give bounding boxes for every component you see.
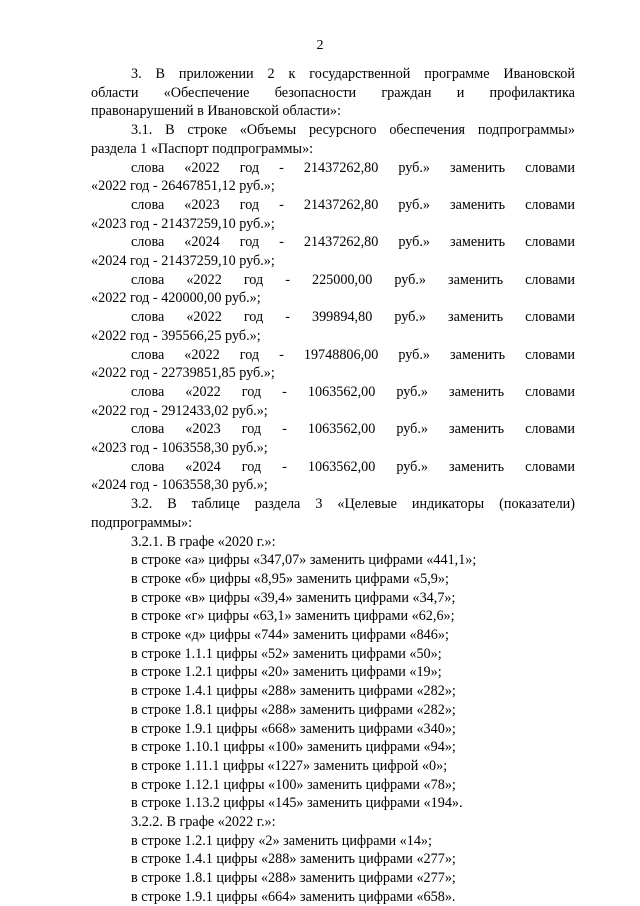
amendment-line: в строке 1.11.1 цифры «1227» заменить цифрой «0»; — [131, 757, 448, 774]
word: словами — [525, 159, 575, 176]
word: «Целевые — [337, 496, 397, 513]
replacement-result: «2022 год - 420000,00 руб.»; — [91, 290, 261, 307]
amendment-line: в строке 1.4.1 цифры «288» заменить цифрами «277»; — [131, 851, 456, 868]
word: подпрограммы» — [477, 122, 575, 139]
word: В — [155, 66, 165, 82]
word: 21437262,80 — [303, 196, 379, 213]
section-3-line-1 — [131, 66, 575, 83]
amendment-line: в строке 1.9.1 цифры «664» заменить цифрами «658». — [131, 888, 456, 905]
section-3-line-3: правонарушений в Ивановской области»: — [91, 103, 341, 120]
amendment-line: в строке «г» цифры «63,1» заменить цифрами «62,6»; — [131, 608, 455, 625]
word: 3.2. — [131, 496, 153, 513]
word: слова — [131, 159, 165, 176]
word: слова — [131, 309, 165, 326]
word: В — [167, 496, 177, 513]
word: слова — [131, 196, 165, 213]
word: 399894,80 — [311, 309, 373, 326]
word: 2 — [267, 66, 275, 82]
word: заменить — [450, 159, 506, 176]
word: руб.» — [398, 346, 431, 363]
word: заменить — [449, 383, 505, 400]
word: год — [241, 383, 262, 400]
word: безопасности — [274, 84, 357, 101]
word: год — [239, 159, 260, 176]
word: руб.» — [398, 196, 431, 213]
amendment-line: в строке «в» цифры «39,4» заменить цифрами «34,7»; — [131, 589, 456, 606]
item-3-2-line-1 — [131, 496, 575, 513]
word: «2023 — [185, 421, 221, 438]
word: «2022 — [184, 159, 220, 176]
word: словами — [525, 383, 575, 400]
replacement-words — [131, 421, 575, 438]
word: 225000,00 — [311, 271, 373, 288]
word: заменить — [448, 271, 504, 288]
word: 3. — [131, 66, 142, 82]
word: индикаторы — [411, 496, 485, 513]
word: - — [279, 234, 284, 251]
word: словами — [525, 458, 575, 475]
word: год — [243, 271, 264, 288]
replacement-words — [131, 309, 575, 326]
word: «2022 — [185, 383, 221, 400]
word: год — [239, 196, 260, 213]
word: слова — [131, 458, 165, 475]
word: руб.» — [398, 159, 431, 176]
word: раздела — [254, 496, 301, 513]
word: 21437262,80 — [303, 234, 379, 251]
word: слова — [131, 234, 165, 251]
replacement-result: «2022 год - 26467851,12 руб.»; — [91, 178, 275, 195]
word: профилактика — [489, 84, 575, 101]
replacement-words — [131, 459, 575, 476]
item-3-2-line-2: подпрограммы»: — [91, 514, 193, 531]
word: руб.» — [394, 309, 426, 326]
replacement-words — [131, 234, 575, 251]
amendment-line: в строке 1.13.2 цифры «145» заменить цифрами «194». — [131, 795, 463, 812]
word: «Обеспечение — [163, 84, 250, 101]
amendment-line: в строке 1.2.1 цифру «2» заменить цифрами «14»; — [131, 832, 432, 849]
word: - — [282, 458, 287, 475]
replacement-result: «2022 год - 395566,25 руб.»; — [91, 327, 261, 344]
word: руб.» — [396, 383, 429, 400]
word: год — [239, 234, 260, 251]
amendment-line: в строке «д» цифры «744» заменить цифрами «846»; — [131, 627, 449, 643]
word: год — [241, 458, 262, 475]
amendment-line: в строке 1.9.1 цифры «668» заменить цифрами «340»; — [131, 720, 456, 737]
word: государственной — [309, 66, 411, 82]
word: 21437262,80 — [303, 159, 379, 176]
word: слова — [131, 421, 165, 438]
word: словами — [525, 234, 575, 251]
item-3-1-line-1 — [131, 122, 575, 139]
word: «2024 — [185, 458, 221, 475]
word: и — [456, 84, 465, 101]
word: строке — [187, 122, 228, 139]
word: год — [241, 421, 262, 438]
word: руб.» — [396, 421, 429, 438]
item-3-1-line-2: раздела 1 «Паспорт подпрограммы»: — [91, 140, 314, 157]
word: - — [279, 346, 284, 363]
word: таблице — [191, 496, 240, 513]
word: словами — [525, 346, 575, 363]
word: (показатели) — [499, 496, 575, 513]
word: - — [285, 309, 290, 326]
word: 1063562,00 — [307, 421, 376, 438]
word: руб.» — [394, 271, 426, 288]
replacement-result: «2023 год - 1063558,30 руб.»; — [91, 440, 268, 456]
word: 1063562,00 — [307, 458, 376, 475]
amendment-line: в строке 1.8.1 цифры «288» заменить цифрами «282»; — [131, 701, 456, 718]
word: словами — [525, 271, 575, 288]
word: - — [282, 383, 287, 400]
word: «2022 — [186, 309, 222, 326]
word: программе — [424, 66, 490, 82]
word: «2024 — [184, 234, 220, 251]
word: слова — [131, 271, 165, 288]
replacement-words — [131, 160, 575, 177]
word: 3 — [315, 496, 323, 513]
amendment-line: в строке «а» цифры «347,07» заменить цифрами «441,1»; — [131, 552, 477, 569]
section-3-line-2 — [91, 85, 575, 102]
word: год — [243, 309, 264, 326]
replacement-result: «2024 год - 1063558,30 руб.»; — [91, 477, 268, 494]
word: заменить — [449, 458, 505, 475]
replacement-words — [131, 197, 575, 214]
word: Ивановской — [503, 66, 575, 82]
word: словами — [525, 196, 575, 213]
word: 19748806,00 — [303, 346, 379, 363]
word: 3.1. — [131, 122, 153, 139]
amendment-line: в строке 1.2.1 цифры «20» заменить цифрами «19»; — [131, 664, 442, 681]
word: руб.» — [398, 234, 431, 251]
replacement-result: «2022 год - 2912433,02 руб.»; — [91, 402, 268, 419]
word: заменить — [449, 421, 505, 438]
word: слова — [131, 383, 165, 400]
word: - — [279, 196, 284, 213]
word: ресурсного — [308, 122, 377, 139]
word: словами — [525, 421, 575, 438]
page-number: 2 — [316, 38, 324, 53]
word: заменить — [448, 309, 504, 326]
replacement-result: «2024 год - 21437259,10 руб.»; — [91, 253, 275, 269]
replacement-words — [131, 384, 575, 401]
word: - — [285, 271, 290, 288]
word: В — [165, 122, 175, 139]
amendment-line: в строке 1.10.1 цифры «100» заменить цифрами «94»; — [131, 739, 456, 756]
word: руб.» — [396, 458, 429, 475]
word: «2023 — [184, 196, 220, 213]
word: приложении — [178, 66, 254, 82]
word: заменить — [450, 234, 506, 251]
word: граждан — [381, 84, 432, 101]
word: - — [282, 421, 287, 438]
word: заменить — [450, 196, 506, 213]
word: «Объемы — [239, 122, 297, 139]
amendment-line: в строке «б» цифры «8,95» заменить цифрами «5,9»; — [131, 570, 449, 587]
word: - — [279, 159, 284, 176]
word: слова — [131, 346, 165, 363]
amendment-line: в строке 1.12.1 цифры «100» заменить цифрами «78»; — [131, 776, 456, 793]
amendment-line: в строке 1.8.1 цифры «288» заменить цифрами «277»; — [131, 870, 456, 887]
word: «2022 — [186, 271, 222, 288]
replacement-result: «2023 год - 21437259,10 руб.»; — [91, 215, 275, 232]
item-3-2-2-heading: 3.2.2. В графе «2022 г.»: — [131, 814, 276, 830]
word: словами — [525, 309, 575, 326]
replacement-words — [131, 347, 575, 364]
replacement-words — [131, 272, 575, 289]
word: к — [288, 66, 296, 82]
amendment-line: в строке 1.4.1 цифры «288» заменить цифрами «282»; — [131, 683, 456, 700]
word: обеспечения — [389, 122, 466, 139]
word: области — [91, 84, 139, 101]
word: «2022 — [184, 346, 220, 363]
word: заменить — [450, 346, 506, 363]
amendment-line: в строке 1.1.1 цифры «52» заменить цифрами «50»; — [131, 645, 442, 662]
replacement-result: «2022 год - 22739851,85 руб.»; — [91, 365, 275, 382]
item-3-2-1-heading: 3.2.1. В графе «2020 г.»: — [131, 533, 276, 550]
word: 1063562,00 — [307, 383, 376, 400]
word: год — [239, 346, 260, 363]
